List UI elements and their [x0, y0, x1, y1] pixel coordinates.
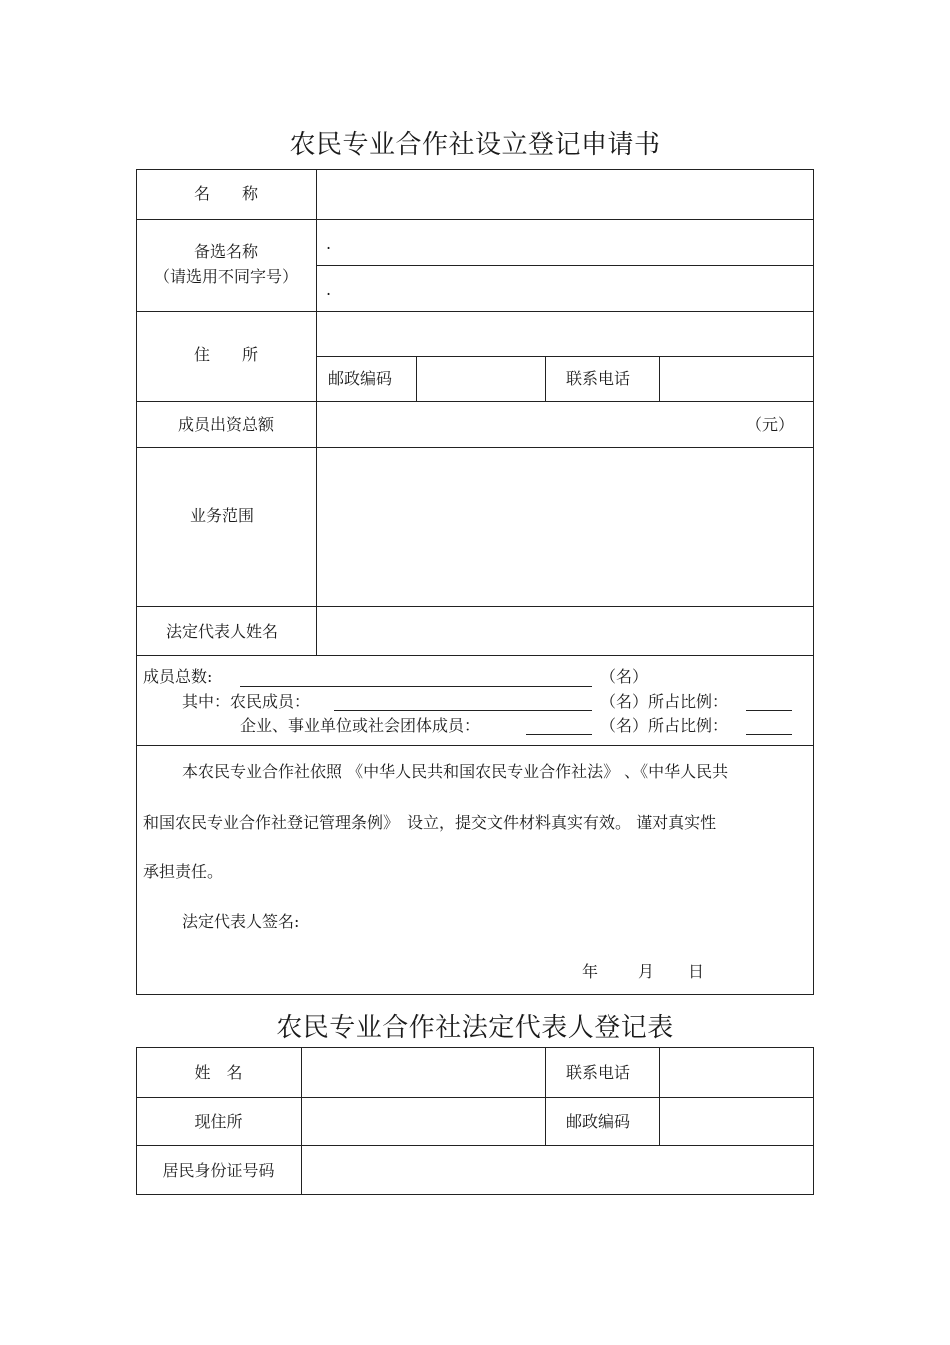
phone-label: 联系电话	[566, 369, 631, 388]
row-divider	[316, 356, 814, 357]
alt-name-hint: （请选用不同字号）	[153, 267, 298, 286]
members-total-unit: （名）	[600, 667, 649, 686]
capital-label: 成员出资总额	[177, 415, 274, 434]
phone-field[interactable]	[661, 358, 812, 400]
row-divider	[136, 745, 814, 746]
address-label: 住 所	[193, 345, 258, 364]
rep-phone-field[interactable]	[661, 1049, 812, 1096]
rep-postcode-label: 邮政编码	[566, 1112, 631, 1131]
members-total-blank[interactable]	[240, 686, 592, 687]
cell-divider	[416, 356, 417, 402]
row-divider	[136, 311, 814, 312]
rep-id-field[interactable]	[303, 1147, 812, 1193]
rep-residence-label: 现住所	[194, 1112, 243, 1131]
row-divider	[316, 265, 814, 266]
members-total-label: 成员总数:	[143, 667, 213, 686]
table-border-bottom	[136, 1194, 814, 1195]
farmer-members-blank[interactable]	[334, 710, 592, 711]
cell-divider	[659, 1047, 660, 1146]
postcode-field[interactable]	[418, 358, 544, 400]
alt-name-field-2[interactable]: .	[326, 280, 332, 299]
date-month-label: 月	[638, 962, 655, 981]
declaration-line-2: 和国农民专业合作社登记管理条例》 设立，提交文件材料真实有效。 谨对真实性	[143, 813, 717, 832]
second-form-title: 农民专业合作社法定代表人登记表	[276, 1013, 674, 1043]
table-border-top	[136, 1047, 814, 1048]
address-field[interactable]	[318, 313, 812, 355]
alt-name-field-1[interactable]: .	[326, 234, 332, 253]
label-column-divider	[301, 1047, 302, 1195]
date-day-label: 日	[688, 962, 705, 981]
name-label: 名 称	[193, 184, 258, 203]
alt-name-label: 备选名称	[193, 242, 258, 261]
rep-id-label: 居民身份证号码	[162, 1161, 275, 1180]
declaration-line-3: 承担责任。	[143, 862, 224, 881]
date-year-label: 年	[582, 962, 599, 981]
name-field[interactable]	[318, 170, 812, 218]
row-divider	[136, 447, 814, 448]
farmer-members-label: 其中：农民成员：	[182, 692, 311, 711]
scope-field[interactable]	[318, 449, 812, 605]
cell-divider	[659, 356, 660, 402]
rep-residence-field[interactable]	[303, 1099, 544, 1144]
org-members-unit: （名）所占比例：	[600, 716, 729, 735]
table-border-bottom	[136, 994, 814, 995]
cell-divider	[545, 1047, 546, 1146]
rep-name-label: 姓 名	[194, 1063, 243, 1082]
declaration-line-1: 本农民专业合作社依照 《中华人民共和国农民专业合作社法》 、《中华人民共	[182, 762, 729, 781]
label-column-divider	[316, 169, 317, 655]
row-divider	[136, 219, 814, 220]
legal-rep-label: 法定代表人姓名	[165, 622, 278, 641]
farmer-ratio-blank[interactable]	[746, 710, 792, 711]
form-title: 农民专业合作社设立登记申请书	[289, 130, 661, 160]
org-members-label: 企业、事业单位或社会团体成员：	[240, 716, 481, 735]
cell-divider	[545, 356, 546, 402]
org-ratio-blank[interactable]	[746, 734, 792, 735]
farmer-members-unit: （名）所占比例：	[600, 692, 729, 711]
row-divider	[136, 1097, 814, 1098]
rep-postcode-field[interactable]	[661, 1099, 812, 1144]
row-divider	[136, 401, 814, 402]
signature-field[interactable]	[320, 904, 620, 938]
table-border-right	[813, 1047, 814, 1195]
table-border-left	[136, 169, 137, 995]
row-divider	[136, 1145, 814, 1146]
signature-label: 法定代表人签名:	[182, 912, 300, 931]
legal-rep-field[interactable]	[318, 608, 812, 654]
org-members-blank[interactable]	[526, 734, 592, 735]
row-divider	[136, 655, 814, 656]
row-divider	[136, 606, 814, 607]
rep-phone-label: 联系电话	[566, 1063, 631, 1082]
table-border-right	[813, 169, 814, 995]
postcode-label: 邮政编码	[328, 369, 393, 388]
capital-unit: （元）	[746, 415, 795, 434]
rep-name-field[interactable]	[303, 1049, 544, 1096]
scope-label: 业务范围	[189, 506, 254, 525]
